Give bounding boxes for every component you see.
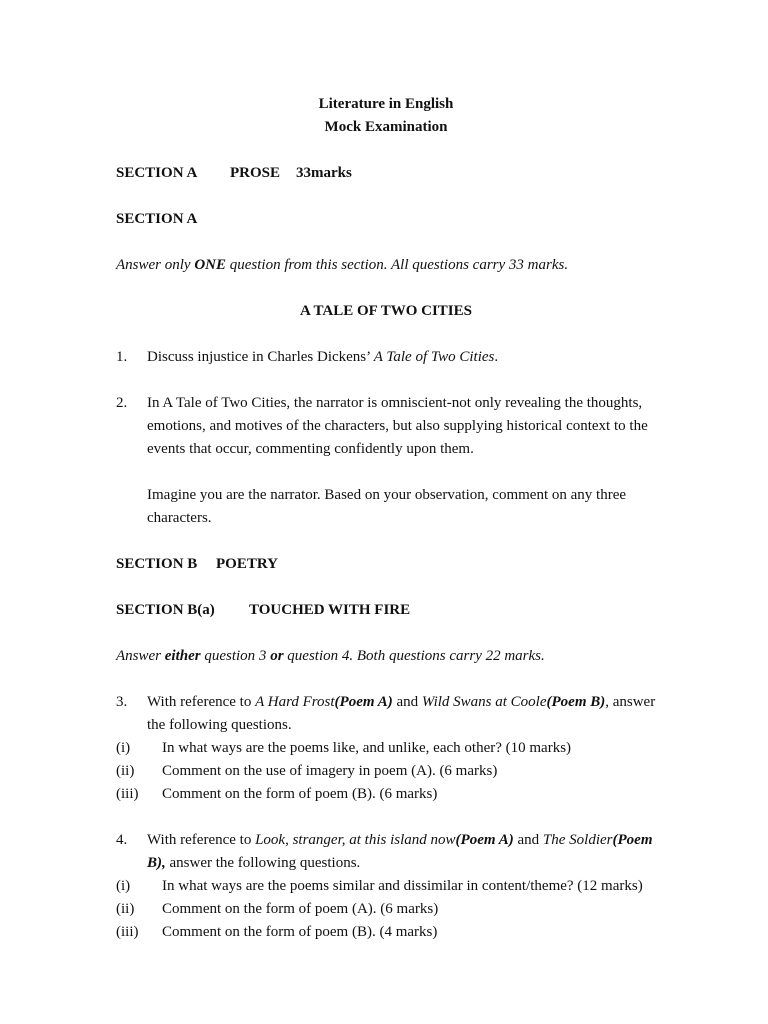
instruction-emphasis: ONE — [194, 257, 226, 273]
question-text-part: With reference to — [147, 832, 256, 848]
poem-a-tag: (Poem A) — [455, 832, 514, 848]
question-text-part: . — [494, 349, 499, 365]
section-b-instruction — [116, 645, 656, 668]
poem-a-title: A Hard Frost — [255, 694, 335, 710]
poem-b-title: The Soldier — [542, 832, 613, 848]
part-text: Comment on the form of poem (A). (6 marks) — [162, 901, 439, 917]
question-text — [147, 829, 656, 875]
part-text: Comment on the use of imagery in poem (A). (6 marks) — [162, 763, 498, 779]
poem-a-tag: (Poem A) — [334, 694, 393, 710]
question-1 — [116, 346, 656, 369]
section-b-topic: POETRY — [216, 556, 278, 572]
poem-a-title: Look, stranger, at this island now — [255, 832, 456, 848]
instruction-text: question from this section. All questions carry 33 marks. — [226, 257, 569, 273]
exam-page — [116, 93, 656, 944]
section-a-heading — [116, 162, 656, 185]
subject-title: Literature in English — [318, 96, 454, 112]
part-number: (iii) — [116, 786, 139, 802]
question-4 — [116, 829, 656, 875]
instruction-text: question 3 — [200, 648, 271, 664]
instruction-text: question 4. Both questions carry 22 marks. — [283, 648, 545, 664]
question-text-part: answer the following questions. — [165, 855, 361, 871]
question-3-part — [116, 760, 656, 783]
section-b-sub-heading — [116, 599, 656, 622]
part-text: In what ways are the poems similar and dissimilar in content/theme? (12 marks) — [162, 878, 643, 894]
question-text-part: , answer the following questions. — [147, 694, 656, 733]
question-3-part — [116, 783, 656, 806]
section-b-heading — [116, 553, 656, 576]
question-number: 4. — [116, 832, 128, 848]
part-number: (ii) — [116, 763, 135, 779]
section-b-label: SECTION B — [116, 556, 198, 572]
part-number: (ii) — [116, 901, 135, 917]
question-text-part: and — [392, 694, 422, 710]
question-text-part: Discuss injustice in Charles Dickens’ — [147, 349, 374, 365]
instruction-text: Answer only — [116, 257, 195, 273]
poem-b-title: Wild Swans at Coole — [421, 694, 547, 710]
poem-b-tag: (Poem B), — [147, 832, 653, 871]
question-text: In A Tale of Two Cities, the narrator is omniscient-not only revealing the thoughts, emotions, and motives of the characters, but also supplying historical context to the events that occur, commenting confidently upon them. — [147, 395, 648, 457]
part-text: Comment on the form of poem (B). (4 marks) — [162, 924, 438, 940]
section-a-marks: 33marks — [296, 165, 352, 181]
question-text: Imagine you are the narrator. Based on your observation, comment on any three characters. — [147, 487, 627, 526]
question-3-part — [116, 737, 656, 760]
book-name: A Tale of Two Cities — [373, 349, 495, 365]
section-a-repeat-heading: SECTION A — [116, 211, 198, 227]
instruction-emphasis: either — [164, 648, 201, 664]
question-number: 2. — [116, 395, 128, 411]
question-4-part — [116, 875, 656, 898]
part-number: (i) — [116, 740, 131, 756]
question-3 — [116, 691, 656, 737]
question-number: 3. — [116, 694, 128, 710]
section-a-instruction — [116, 254, 656, 277]
question-4-part — [116, 921, 656, 944]
question-4-part — [116, 898, 656, 921]
poem-b-tag: (Poem B) — [546, 694, 606, 710]
question-text-part: and — [513, 832, 543, 848]
question-text-part: With reference to — [147, 694, 256, 710]
part-number: (iii) — [116, 924, 139, 940]
question-text — [147, 691, 656, 737]
section-b-sub-topic: TOUCHED WITH FIRE — [249, 602, 411, 618]
question-2 — [116, 392, 656, 530]
instruction-text: Answer — [116, 648, 165, 664]
section-a-label: SECTION A — [116, 165, 198, 181]
book-title: A TALE OF TWO CITIES — [299, 303, 472, 319]
instruction-emphasis: or — [270, 648, 284, 664]
part-text: In what ways are the poems like, and unlike, each other? (10 marks) — [162, 740, 572, 756]
section-a-topic: PROSE — [230, 165, 281, 181]
section-b-sub-label: SECTION B(a) — [116, 602, 215, 618]
part-number: (i) — [116, 878, 131, 894]
question-text — [147, 346, 498, 369]
question-number: 1. — [116, 349, 128, 365]
exam-title: Mock Examination — [324, 119, 448, 135]
part-text: Comment on the form of poem (B). (6 marks) — [162, 786, 438, 802]
